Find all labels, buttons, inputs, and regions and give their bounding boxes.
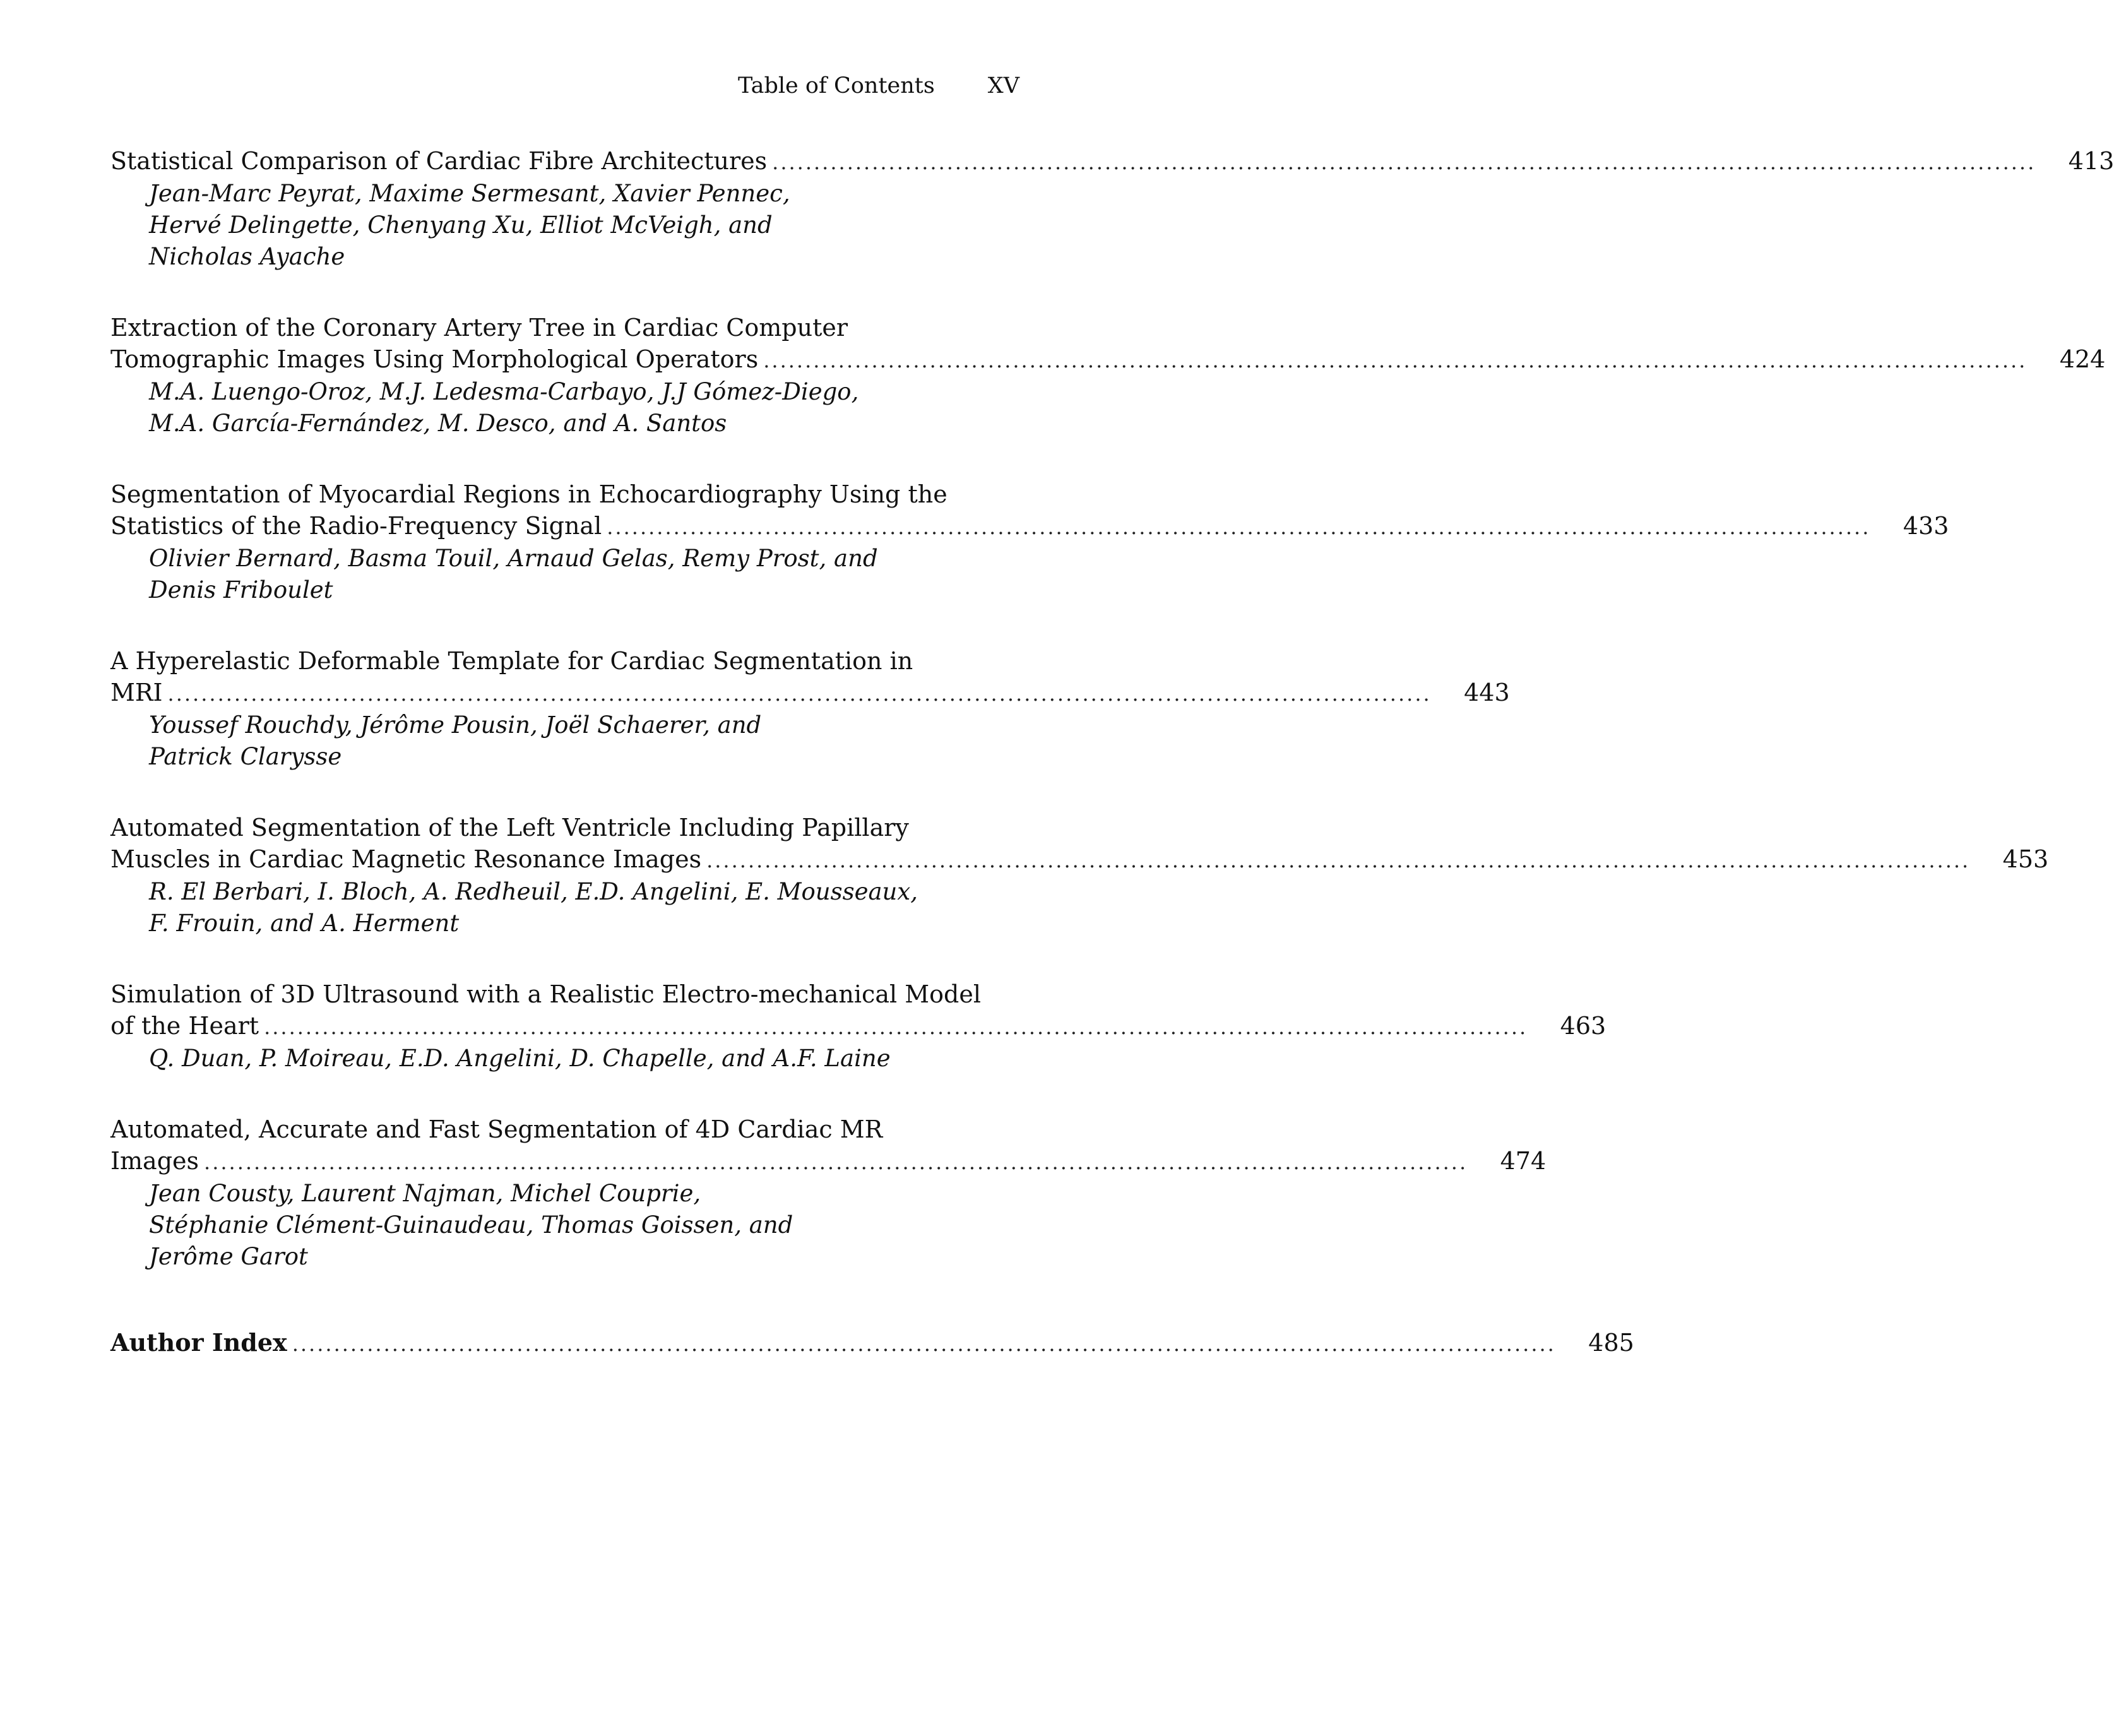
entry-title-line: of the Heart xyxy=(110,1012,259,1040)
entry-author-line: Youssef Rouchdy, Jérôme Pousin, Joël Schaerer, and xyxy=(149,711,762,739)
entry-author-line: Jean Cousty, Laurent Najman, Michel Couprie, xyxy=(149,1180,701,1207)
entry-title-line: Simulation of 3D Ultrasound with a Realistic Electro-mechanical Model xyxy=(110,980,981,1008)
entry-author-line: Denis Friboulet xyxy=(149,576,333,603)
toc-entry[interactable] xyxy=(110,479,1949,606)
toc-entry[interactable] xyxy=(110,312,2106,439)
entry-title-row xyxy=(110,1010,1606,1043)
toc-entry[interactable] xyxy=(110,645,1510,773)
author-index-title: Author Index xyxy=(110,1328,287,1357)
entry-page-number: 413 xyxy=(2068,147,2114,175)
entry-title-row xyxy=(110,510,1949,543)
entry-author-line: Hervé Delingette, Chenyang Xu, Elliot McVeigh, and xyxy=(149,211,773,239)
entry-title-row xyxy=(110,677,1510,710)
entry-page-number: 463 xyxy=(1560,1012,1606,1040)
entry-author-line: Olivier Bernard, Basma Touil, Arnaud Gelas, Remy Prost, and xyxy=(149,545,878,572)
entry-author-line: Stéphanie Clément-Guinaudeau, Thomas Goissen, and xyxy=(149,1211,793,1239)
dot-leader: ........................................................................................................................................................ xyxy=(264,1015,1528,1039)
dot-leader: ........................................................................................................................................................ xyxy=(204,1150,1468,1174)
entry-title-line: Segmentation of Myocardial Regions in Echocardiography Using the xyxy=(110,480,947,508)
entry-title-line: Tomographic Images Using Morphological Operators xyxy=(110,345,759,373)
entry-author-line: Nicholas Ayache xyxy=(149,243,345,270)
entry-title-line: Muscles in Cardiac Magnetic Resonance Images xyxy=(110,845,702,873)
entry-title-line: Statistical Comparison of Cardiac Fibre Architectures xyxy=(110,147,768,175)
dot-leader: ........................................................................................................................................................ xyxy=(167,682,1432,706)
entry-author-line: M.A. García-Fernández, M. Desco, and A. Santos xyxy=(149,410,727,437)
entry-title-row xyxy=(110,843,2049,876)
dot-leader: ........................................................................................................................................................ xyxy=(292,1332,1556,1356)
entry-title-row xyxy=(110,343,2106,376)
entry-author-line: F. Frouin, and A. Herment xyxy=(149,910,460,937)
entry-page-number: 424 xyxy=(2059,345,2106,373)
entry-title-line: MRI xyxy=(110,679,163,706)
running-head xyxy=(110,71,1019,101)
entry-page-number: 433 xyxy=(1903,512,1949,540)
dot-leader: ........................................................................................................................................................ xyxy=(772,150,2036,174)
dot-leader: ........................................................................................................................................................ xyxy=(607,515,1871,539)
toc-entry[interactable] xyxy=(110,978,1606,1074)
entry-page-number: 443 xyxy=(1464,679,1510,706)
entry-author-line: R. El Berbari, I. Bloch, A. Redheuil, E.D. Angelini, E. Mousseaux, xyxy=(149,878,918,905)
toc-entry[interactable] xyxy=(110,812,2049,939)
entry-page-number: 453 xyxy=(2002,845,2049,873)
running-head-page-number: XV xyxy=(987,73,1019,98)
author-index-page: 485 xyxy=(1588,1329,1634,1357)
entry-title-line: A Hyperelastic Deformable Template for Cardiac Segmentation in xyxy=(110,647,913,675)
entry-title-line: Statistics of the Radio-Frequency Signal xyxy=(110,512,602,540)
toc-page xyxy=(110,71,2114,1360)
entry-author-line: M.A. Luengo-Oroz, M.J. Ledesma-Carbayo, J.J Gómez-Diego, xyxy=(149,378,859,405)
entry-title-row xyxy=(110,145,2114,178)
dot-leader: ........................................................................................................................................................ xyxy=(763,348,2028,372)
entry-page-number: 474 xyxy=(1500,1147,1547,1175)
entry-title-row xyxy=(110,1145,1547,1178)
entry-author-line: Jean-Marc Peyrat, Maxime Sermesant, Xavier Pennec, xyxy=(149,180,790,207)
entry-title-line: Extraction of the Coronary Artery Tree in Cardiac Computer xyxy=(110,314,848,342)
toc-entry[interactable] xyxy=(110,1114,1547,1273)
running-head-title: Table of Contents xyxy=(737,73,935,98)
toc-entry[interactable] xyxy=(110,145,2114,273)
entry-title-line: Automated, Accurate and Fast Segmentation of 4D Cardiac MR xyxy=(110,1115,883,1143)
entry-author-line: Patrick Clarysse xyxy=(149,743,342,770)
entry-author-line: Jerôme Garot xyxy=(149,1243,308,1270)
author-index-entry[interactable] xyxy=(110,1327,1634,1360)
entry-title-line: Images xyxy=(110,1147,199,1175)
entry-title-line: Automated Segmentation of the Left Ventricle Including Papillary xyxy=(110,814,909,841)
dot-leader: ........................................................................................................................................................ xyxy=(706,848,1971,872)
toc-list xyxy=(110,145,2114,1273)
entry-author-line: Q. Duan, P. Moireau, E.D. Angelini, D. Chapelle, and A.F. Laine xyxy=(149,1045,891,1072)
